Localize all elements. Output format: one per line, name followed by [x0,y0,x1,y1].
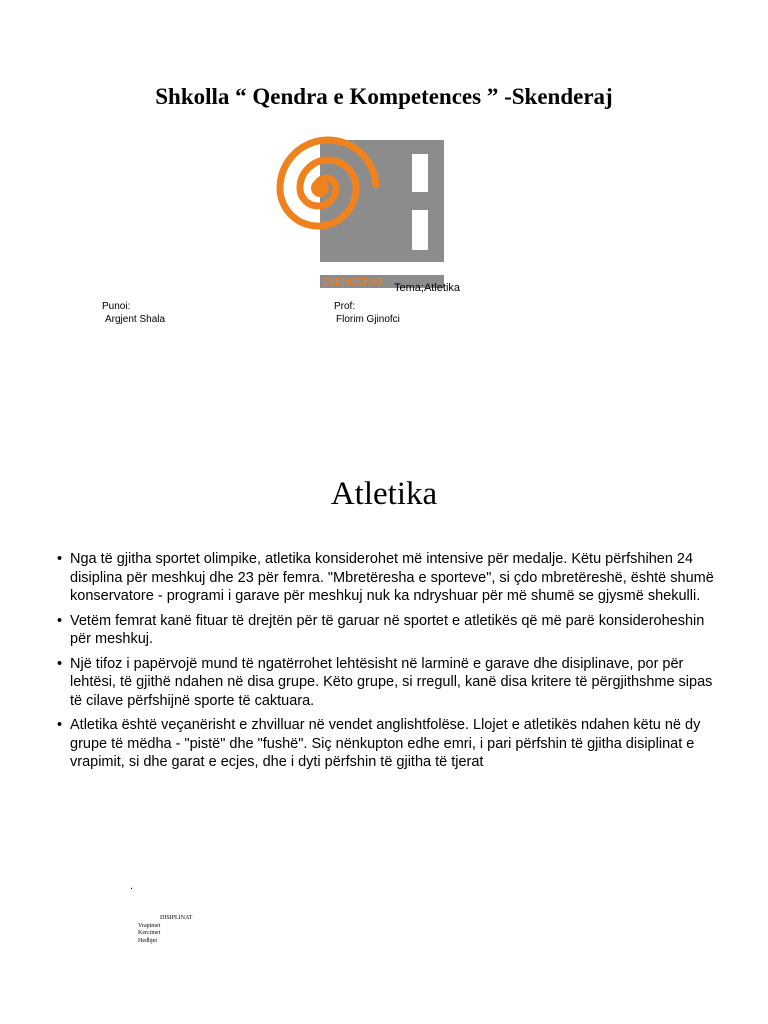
professor-label: Prof: [334,301,356,312]
bullet-text: Nga të gjitha sportet olimpike, atletika konsiderohet më intensive për medalje. Këtu përfshihen 24 disiplina për meshkuj dhe 23 për femra. "Mbretëresha e sporteve", si çdo mbretëreshë, është shumë konservatore - programi i garave për meshkuj nuk ka ndryshuar për më shumë se gjysmë shekulli. [70,551,714,604]
bullet-text: Vetëm femrat kanë fituar të drejtën për të garuar në sportet e atletikës që më parë konsideroheshin për meshkuj. [70,612,705,647]
bullet-icon: • [57,717,63,733]
list-item [57,612,717,649]
disciplines-block [138,915,192,945]
bullet-icon: • [57,612,63,629]
author-name: Argjent Shala [105,314,166,325]
professor-name: Florim Gjinofci [336,314,400,325]
topic-label: Tema;Atletika [394,282,461,294]
list-item [57,550,717,606]
discipline-item: Hedhjet [138,937,157,944]
bullet-text: Atletika është veçanërisht e zhvilluar në vendet anglishtfolëse. Llojet e atletikës ndahen këtu në dy grupe të mëdha - "pistë" dhe "fushë". Siç nënkupton edhe emri, i pari përfshin të gjitha disiplinat e vrapimit, si dhe garat e ecjes, dhe i dyti përfshin të gjitha të tjerat [70,717,701,770]
section-title: Atletika [330,476,438,512]
school-logo [262,140,460,288]
disciplines-title: DISIPLINAT [160,915,193,921]
logo-line1: QENDRA E KOMPETENCES [322,263,460,275]
bullet-icon: • [57,655,63,672]
bullet-list [57,550,717,778]
discipline-item: Vrapimet [138,922,161,929]
school-title: Shkolla “ Qendra e Kompetences ” -Skenderaj [155,84,613,109]
list-item [57,716,717,772]
bullet-icon: • [57,551,63,567]
discipline-item: Kercimet [138,930,161,936]
list-item [57,655,717,711]
logo-line2: SKENDERAJ [322,277,383,288]
stray-dot: . [130,880,134,892]
bullet-text: Një tifoz i papërvojë mund të ngatërrohet lehtësisht në larminë e garave dhe disiplinave, por për lehtësi, të gjithë ndahen në disa grupe. Këto grupe, si rregull, kanë disa kritere të përgjithshme sipas të cilave përfshijnë sporte të caktuara. [70,655,713,709]
author-label: Punoi: [102,301,131,312]
